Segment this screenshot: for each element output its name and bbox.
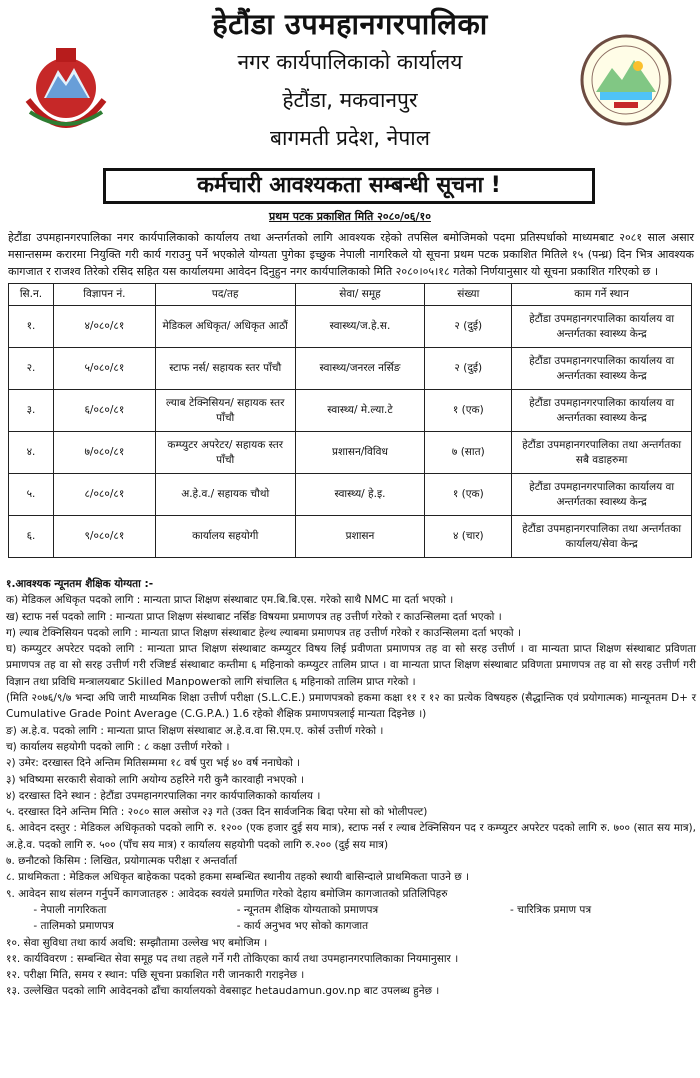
cell-workplace: हेटौंडा उपमहानगरपालिका कार्यालय वा अन्तर्गतका स्वास्थ्य केन्द्र [512,390,692,432]
application-format-source: १३. उल्लेखित पदको लागि आवेदनको ढाँचा कार्यालयको वेबसाइट hetaudamun.gov.np बाट उपलब्ध हुनेछ । [6,985,440,998]
cell-post: कार्यालय सहयोगी [155,516,295,558]
table-header-row [9,284,692,306]
cell-sn: ६. [9,516,54,558]
cell-count: ४ (चार) [425,516,512,558]
documents-list-row2 [6,918,696,934]
cell-count: ७ (सात) [425,432,512,474]
cell-ad-no: ५/०८०/८१ [53,348,155,390]
priority-note: ८. प्राथमिकता : मेडिकल अधिकृत बाहेकका पदको हकमा सम्बन्धित स्थानीय तहको स्थायी बासिन्दाले प्राथमिकता पाउने छ । [6,871,469,884]
document-item: - चारित्रिक प्रमाण पत्र [510,903,592,916]
cell-count: २ (दुई) [425,348,512,390]
cell-service: स्वास्थ्य/जनरल नर्सिङ [295,348,425,390]
qualification-slc-note: (मिति २०७६/९/७ भन्दा अघि जारी माध्यमिक शिक्षा उत्तीर्ण परीक्षा (S.L.C.E.) प्रमाणपत्रको हकमा कक्षा ११ र १२ का प्रत्येक विषयहरु (सैद्धान्तिक एवं प्रयोगात्मक) मान्यूनतम D+ र Cumulative Grade Point Average (C.G.P.A.) 1.6 रहेको शैक्षिक प्रमाणपत्रलाई मान्यता दिइनेछ ।) [6,692,696,721]
office-location: हेटौंडा, मकवानपुर [282,88,418,112]
cell-service: प्रशासन [295,516,425,558]
notice-details [6,576,696,1000]
documents-list-row1 [6,902,696,918]
qualification-office-assistant: च) कार्यालय सहयोगी पदको लागि : ८ कक्षा उत्तीर्ण गरेको । [6,740,230,753]
nepal-government-emblem-icon [16,40,116,136]
cell-sn: ३. [9,390,54,432]
cell-sn: ५. [9,474,54,516]
table-row [9,516,692,558]
cell-ad-no: ४/०८०/८१ [53,306,155,348]
cell-post: स्टाफ नर्स/ सहायक स्तर पाँचौ [155,348,295,390]
no-disqualification: ३) भविष्यमा सरकारी सेवाको लागि अयोग्य ठहरिने गरी कुनै कारवाही नभएको । [6,773,305,786]
table-row [9,474,692,516]
qualification-computer-operator: घ) कम्प्युटर अपरेटर पदको लागि : मान्यता प्राप्त शिक्षण संस्थाबाट कम्प्युटर विषय लिई प्रवीणता प्रमाणपत्र तह वा सो सरह उत्तीर्ण । वा मान्यता प्राप्त शिक्षण संस्थाबाट प्रविणता प्रमाणपत्र तह वा सो सरह उत्तीर्ण गरी रजिष्टर्ड संस्थाबाट कम्तीमा ६ महिनाको कम्प्युटर तालिम प्राप्त । वा मान्यता प्राप्त शिक्षण संस्थाबाट प्रविणता प्रमाणपत्र तह वा सो सरह उत्तीर्ण गरी विज्ञान तथा प्रविधि मन्त्रालयबाट Skilled Manpowerको लागि संचालित ६ महिनाको तालिम प्राप्त गरेको । [6,643,696,688]
application-fee: ६. आवेदन दस्तुर : मेडिकल अधिकृतको पदको लागि रु. १२०० (एक हजार दुई सय मात्र), स्टाफ नर्स र ल्याब टेक्निसियन पद र कम्प्युटर अपरेटर पदको लागि रु. ७०० (सात सय मात्र), अ.हे.व. पदको लागि रु. ५०० (पाँच सय मात्र) र कार्यालय सहयोगी पदको लागि रु.२०० (दुई सय मात्र) [6,822,696,851]
cell-sn: १. [9,306,54,348]
cell-ad-no: ९/०८०/८१ [53,516,155,558]
job-description: ११. कार्यविवरण : सम्बन्धित सेवा समूह पद तथा तहले गर्ने गरी तोकिएका कार्य तथा उपमहानगरपालिकाका नियमानुसार । [6,952,459,965]
cell-count: १ (एक) [425,474,512,516]
intro-paragraph: हेटौंडा उपमहानगरपालिका नगर कार्यपालिकाको कार्यालय तथा अन्तर्गतको लागि आवश्यक रहेको तपसिल बमोजिमको पदमा प्रतिस्पर्धाको माध्यमबाट २०८१ साल असार मसान्तसम्म करारमा नियुक्ति गरी कार्य गराउनु पर्ने भएकोले योग्यता पुगेका इच्छुक नेपाली नागरिकले यो सूचना प्रथम पटक प्रकाशित मितिले १५ (पन्ध्र) दिन भित्र आवश्यक कागजात र राजश्व तिरेको रसिद सहित यस कार्यालयमा आवेदन दिनुहुन नगर कार्यपालिकाको मिति २०८०।०५।१८ गतेको निर्णयानुसार यो सूचना प्रकाशित गरिएको छ । [8,231,694,278]
qualification-aheb: ङ) अ.हे.व. पदको लागि : मान्यता प्राप्त शिक्षण संस्थाबाट अ.हे.व.वा सि.एम.ए. कोर्स उत्तीर्ण गरेको । [6,724,384,737]
cell-sn: ४. [9,432,54,474]
cell-post: ल्याब टेक्निसियन/ सहायक स्तर पाँचौ [155,390,295,432]
cell-service: स्वास्थ्य/ हे.इ. [295,474,425,516]
cell-count: १ (एक) [425,390,512,432]
province-line: बागमती प्रदेश, नेपाल [270,126,430,150]
table-row [9,306,692,348]
cell-service: प्रशासन/विविध [295,432,425,474]
cell-count: २ (दुई) [425,306,512,348]
qualification-medical-officer: क) मेडिकल अधिकृत पदको लागि : मान्यता प्राप्त शिक्षण संस्थाबाट एम.बि.बि.एस. गरेको साथै NMC मा दर्ता भएको । [6,594,454,607]
col-header-workplace: काम गर्ने स्थान [512,284,692,306]
cell-ad-no: ७/०८०/८१ [53,432,155,474]
table-row [9,432,692,474]
table-row [9,390,692,432]
vacancy-table [8,283,692,558]
cell-workplace: हेटौंडा उपमहानगरपालिका तथा अन्तर्गतका कार्यालय/सेवा केन्द्र [512,516,692,558]
col-header-count: संख्या [425,284,512,306]
cell-sn: २. [9,348,54,390]
col-header-ad-no: विज्ञापन नं. [53,284,155,306]
application-place: ४) दरखास्त दिने स्थान : हेटौंडा उपमहानगरपालिका नगर कार्यपालिकाको कार्यालय । [6,789,321,802]
cell-post: मेडिकल अधिकृत/ अधिकृत आठौं [155,306,295,348]
cell-workplace: हेटौंडा उपमहानगरपालिका तथा अन्तर्गतका सबै वडाहरुमा [512,432,692,474]
col-header-post: पद/तह [155,284,295,306]
col-header-service: सेवा/ समूह [295,284,425,306]
municipality-title: हेटौंडा उपमहानगरपालिका [212,7,488,41]
document-item: - तालिमको प्रमाणपत्र [33,920,114,933]
cell-service: स्वास्थ्य/ मे.ल्या.टे [295,390,425,432]
qualification-lab-technician: ग) ल्याब टेक्निसियन पदको लागि : मान्यता प्राप्त शिक्षण संस्थाबाट हेल्थ ल्याबमा प्रमाणपत्र तह उत्तीर्ण गरेको र काउन्सिलमा दर्ता भएको । [6,626,521,639]
table-row [9,348,692,390]
hetauda-municipality-logo-icon [578,30,674,130]
qualification-staff-nurse: ख) स्टाफ नर्स पदको लागि : मान्यता प्राप्त शिक्षण संस्थाबाट नर्सिङ विषयमा प्रमाणपत्र तह उत्तीर्ण गरेको र काउन्सिलमा दर्ता भएको । [6,610,502,623]
required-documents: ९. आवेदन साथ संलग्न गर्नुपर्ने कागजातहरु : आवेदक स्वयंले प्रमाणित गरेको देहाय बमोजिम कागजातको प्रतिलिपिहरु [6,887,448,900]
cell-ad-no: ६/०८०/८१ [53,390,155,432]
document-item: - न्यूनतम शैक्षिक योग्यताको प्रमाणपत्र [236,903,379,916]
service-benefits: १०. सेवा सुविधा तथा कार्य अवधि: सम्झौतामा उल्लेख भए बमोजिम । [6,936,268,949]
exam-schedule: १२. परीक्षा मिति, समय र स्थान: पछि सूचना प्रकाशित गरी जानकारी गराइनेछ । [6,969,305,982]
selection-method: ७. छनौटको किसिम : लिखित, प्रयोगात्मक परीक्षा र अन्तर्वार्ता [6,855,238,868]
cell-post: अ.हे.व./ सहायक चौथो [155,474,295,516]
age-requirement: २) उमेर: दरखास्त दिने अन्तिम मितिसम्ममा १८ वर्ष पुरा भई ४० वर्ष ननाघेको । [6,757,301,770]
document-item: - नेपाली नागरिकता [33,903,107,916]
cell-workplace: हेटौंडा उपमहानगरपालिका कार्यालय वा अन्तर्गतका स्वास्थ्य केन्द्र [512,348,692,390]
cell-post: कम्प्युटर अपरेटर/ सहायक स्तर पाँचौ [155,432,295,474]
cell-ad-no: ८/०८०/८१ [53,474,155,516]
letterhead [0,0,700,168]
document-item: - कार्य अनुभव भए सोको कागजात [236,920,369,933]
cell-workplace: हेटौंडा उपमहानगरपालिका कार्यालय वा अन्तर्गतका स्वास्थ्य केन्द्र [512,474,692,516]
office-name: नगर कार्यपालिकाको कार्यालय [237,50,463,74]
qualification-heading: १.आवश्यक न्यूनतम शैक्षिक योग्यता :- [6,578,154,590]
application-deadline: ५. दरखास्त दिने अन्तिम मिति : २०८० साल असोज २३ गते (उक्त दिन सार्वजनिक बिदा परेमा सो को भोलीपल्ट) [6,806,428,819]
cell-workplace: हेटौंडा उपमहानगरपालिका कार्यालय वा अन्तर्गतका स्वास्थ्य केन्द्र [512,306,692,348]
notice-banner: कर्मचारी आवश्यकता सम्बन्धी सूचना ! [103,168,595,204]
col-header-sn: सि.न. [9,284,54,306]
cell-service: स्वास्थ्य/ज.हे.स. [295,306,425,348]
publish-date: प्रथम पटक प्रकाशित मिति २०८०/०६/१० [269,210,431,223]
